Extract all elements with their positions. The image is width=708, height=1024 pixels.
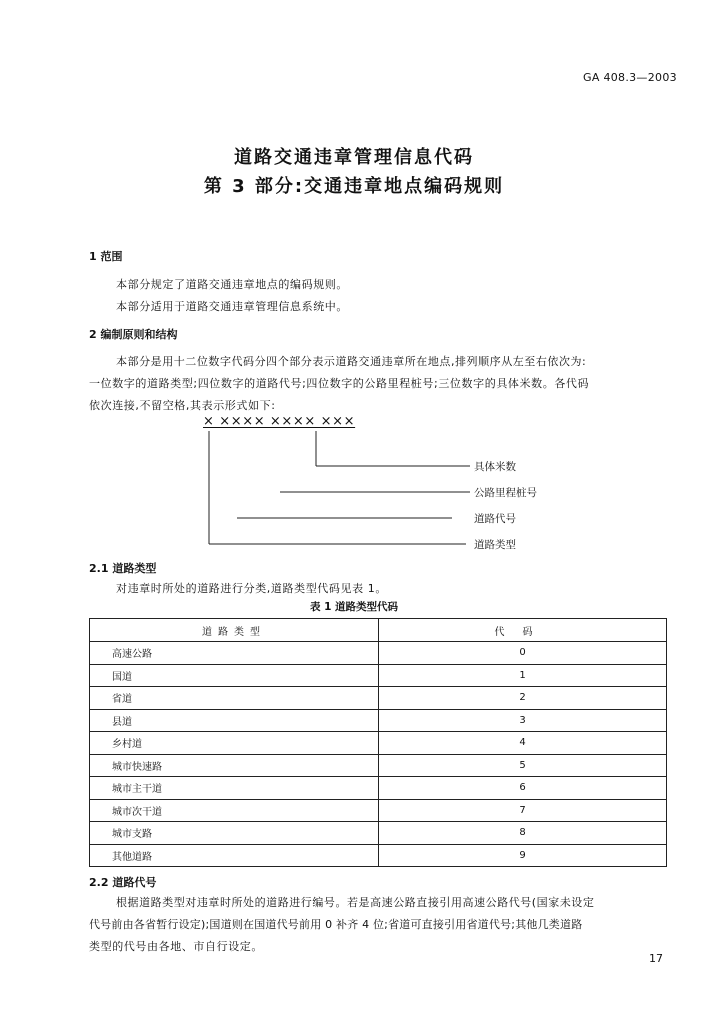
label-road-code: 道路代号 (474, 513, 516, 525)
road-type-cell: 城市快速路 (90, 754, 379, 777)
table-header-row (90, 619, 667, 642)
table-row (90, 664, 667, 687)
standard-number: GA 408.3—2003 (583, 71, 677, 84)
section-2-heading: 2 编制原则和结构 (89, 328, 178, 341)
table-row (90, 822, 667, 845)
code-pattern: × ×××× ×××× ××× (203, 414, 356, 429)
document-title: 道路交通违章管理信息代码 (234, 147, 474, 168)
code-cell: 8 (379, 822, 667, 845)
road-type-cell: 城市支路 (90, 822, 379, 845)
section-2-line-3: 依次连接,不留空格,其表示形式如下: (89, 399, 276, 412)
road-type-cell: 省道 (90, 687, 379, 710)
table-row (90, 732, 667, 755)
code-cell: 6 (379, 777, 667, 800)
road-type-cell: 乡村道 (90, 732, 379, 755)
section-2-line-1: 本部分是用十二位数字代码分四个部分表示道路交通违章所在地点,排列顺序从左至右依次为: (116, 355, 587, 368)
table-row (90, 687, 667, 710)
code-cell: 2 (379, 687, 667, 710)
table-row (90, 642, 667, 665)
section-2-2-line-1: 根据道路类型对违章时所处的道路进行编号。若是高速公路直接引用高速公路代号(国家未设定 (116, 896, 595, 909)
table-row (90, 754, 667, 777)
label-mileage-stake: 公路里程桩号 (474, 487, 537, 499)
code-cell: 3 (379, 709, 667, 732)
road-type-cell: 城市次干道 (90, 799, 379, 822)
code-cell: 0 (379, 642, 667, 665)
road-type-cell: 县道 (90, 709, 379, 732)
section-1-heading: 1 范围 (89, 250, 123, 263)
section-2-1-paragraph: 对违章时所处的道路进行分类,道路类型代码见表 1。 (116, 582, 387, 595)
code-cell: 1 (379, 664, 667, 687)
table-row (90, 844, 667, 867)
code-cell: 5 (379, 754, 667, 777)
section-1-paragraph-2: 本部分适用于道路交通违章管理信息系统中。 (116, 300, 348, 313)
table-row (90, 799, 667, 822)
header-code: 代码 (379, 619, 667, 642)
section-2-2-line-2: 代号前由各省暂行设定);国道则在国道代号前用 0 补齐 4 位;省道可直接引用省道代号;其他几类道路 (89, 918, 583, 931)
code-cell: 4 (379, 732, 667, 755)
road-type-cell: 高速公路 (90, 642, 379, 665)
road-type-cell: 其他道路 (90, 844, 379, 867)
table-1-caption: 表 1 道路类型代码 (309, 601, 399, 613)
code-cell: 7 (379, 799, 667, 822)
road-type-cell: 国道 (90, 664, 379, 687)
label-specific-meters: 具体米数 (474, 461, 516, 473)
table-row (90, 709, 667, 732)
table-row (90, 777, 667, 800)
section-2-1-heading: 2.1 道路类型 (89, 562, 157, 575)
label-road-type: 道路类型 (474, 539, 516, 551)
document-subtitle: 第 3 部分:交通违章地点编码规则 (203, 176, 505, 197)
code-cell: 9 (379, 844, 667, 867)
section-2-2-heading: 2.2 道路代号 (89, 876, 157, 889)
section-2-2-line-3: 类型的代号由各地、市自行设定。 (89, 940, 263, 953)
section-2-line-2: 一位数字的道路类型;四位数字的道路代号;四位数字的公路里程桩号;三位数字的具体米数。各代码 (89, 377, 590, 390)
page-number: 17 (649, 952, 663, 965)
road-type-cell: 城市主干道 (90, 777, 379, 800)
header-road-type: 道路类型 (90, 619, 379, 642)
road-type-code-table (89, 618, 667, 867)
section-1-paragraph-1: 本部分规定了道路交通违章地点的编码规则。 (116, 278, 348, 291)
